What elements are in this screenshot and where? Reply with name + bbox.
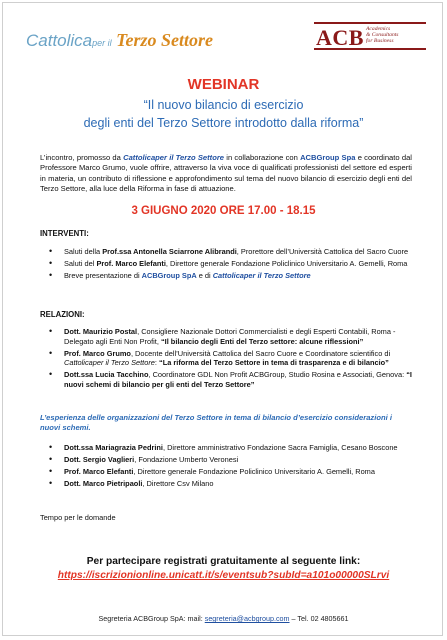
list-item: • Prof. Marco Elefanti, Direttore generale Fondazione Policlinico Universitario A. Gemelli, Roma bbox=[40, 467, 412, 477]
webinar-label: WEBINAR bbox=[187, 76, 260, 93]
list-item: • Prof. Marco Grumo, Docente dell’Università Cattolica del Sacro Cuore e Coordinatore scientifico di Cattolicaper il Terzo Settore: “La riforma del Terzo Settore in tema di trasparenza e di bilancio” bbox=[40, 349, 412, 368]
list-item: • Dott. Maurizio Postal, Consigliere Nazionale Dottori Commercialisti e degli Esperti Contabili, Roma - Delegato agli Enti Non Profit, “Il bilancio degli Enti del Terzo settore: alcune riflessioni” bbox=[40, 327, 412, 346]
footer-email-link[interactable]: segreteria@acbgroup.com bbox=[204, 614, 290, 623]
acb-mark: ACB bbox=[316, 25, 364, 50]
interventi-list bbox=[40, 247, 412, 283]
list-item: • Dott.ssa Mariagrazia Pedrini, Direttore amministrativo Fondazione Sacra Famiglia, Cesano Boscone bbox=[40, 443, 412, 453]
question-time: Tempo per le domande bbox=[40, 513, 116, 522]
cattolica-logo bbox=[26, 30, 213, 51]
list-item: • Dott.ssa Lucia Tacchino, Coordinatore GDL Non Profit ACBGroup, Studio Rosina e Associati, Genova: “I nuovi schemi di bilancio per gli enti del Terzo Settore” bbox=[40, 370, 412, 389]
event-date: 3 GIUGNO 2020 ORE 17.00 - 18.15 bbox=[131, 205, 316, 217]
intro-paragraph: L’incontro, promosso da Cattolicaper il Terzo Settore in collaborazione con ACBGroup Spa e coordinato dal Professore Marco Grumo, vuole offrire, attraverso la viva voce di qualificati professionisti del settore ed esperti in materia, un contributo di riflessione e approfondimento sul tema del nuovo bilancio di esercizio degli enti del Terzo Settore, alla luce della Riforma in fase di attuazione. bbox=[40, 153, 412, 193]
interventi-heading: INTERVENTI: bbox=[40, 229, 89, 238]
webinar-title: “Il nuovo bilancio di esercizio degli enti del Terzo Settore introdotto dalla riforma” bbox=[83, 98, 364, 130]
logo-cattolica-word: Cattolica bbox=[26, 31, 93, 50]
relazioni-heading: RELAZIONI: bbox=[40, 310, 85, 319]
list-item: • Breve presentazione di ACBGroup SpA e di Cattolicaper il Terzo Settore bbox=[40, 271, 412, 281]
footer-contact: Segreteria ACBGroup SpA: mail: segreteria@acbgroup.com – Tel. 02 4805661 bbox=[98, 614, 349, 623]
list-item: • Dott. Marco Pietripaoli, Direttore Csv Milano bbox=[40, 479, 412, 489]
list-item: • Dott. Sergio Vaglieri, Fondazione Umberto Veronesi bbox=[40, 455, 412, 465]
logo-per-il: per il bbox=[92, 38, 112, 48]
acb-logo bbox=[314, 22, 426, 50]
list-item: • Saluti della Prof.ssa Antonella Sciarrone Alibrandi, Prorettore dell’Università Cattolica del Sacro Cuore bbox=[40, 247, 412, 257]
list-item: • Saluti del Prof. Marco Elefanti, Direttore generale Fondazione Policlinico Universitario A. Gemelli, Roma bbox=[40, 259, 412, 269]
logo-terzo-settore: Terzo Settore bbox=[116, 30, 213, 50]
relazioni-list bbox=[40, 327, 412, 392]
registration-callout: Per partecipare registrati gratuitamente al seguente link: bbox=[86, 556, 361, 567]
acb-tagline: Academics & Consultants for Business bbox=[366, 26, 399, 45]
speakers-list bbox=[40, 443, 412, 491]
registration-link[interactable]: https://iscrizionionline.unicatt.it/s/eventsub?subId=a101o00000SLrvi bbox=[57, 570, 390, 581]
session-title: L’esperienza delle organizzazioni del Terzo Settore in tema di bilancio d’esercizio considerazioni i nuovi schemi. bbox=[40, 413, 392, 432]
